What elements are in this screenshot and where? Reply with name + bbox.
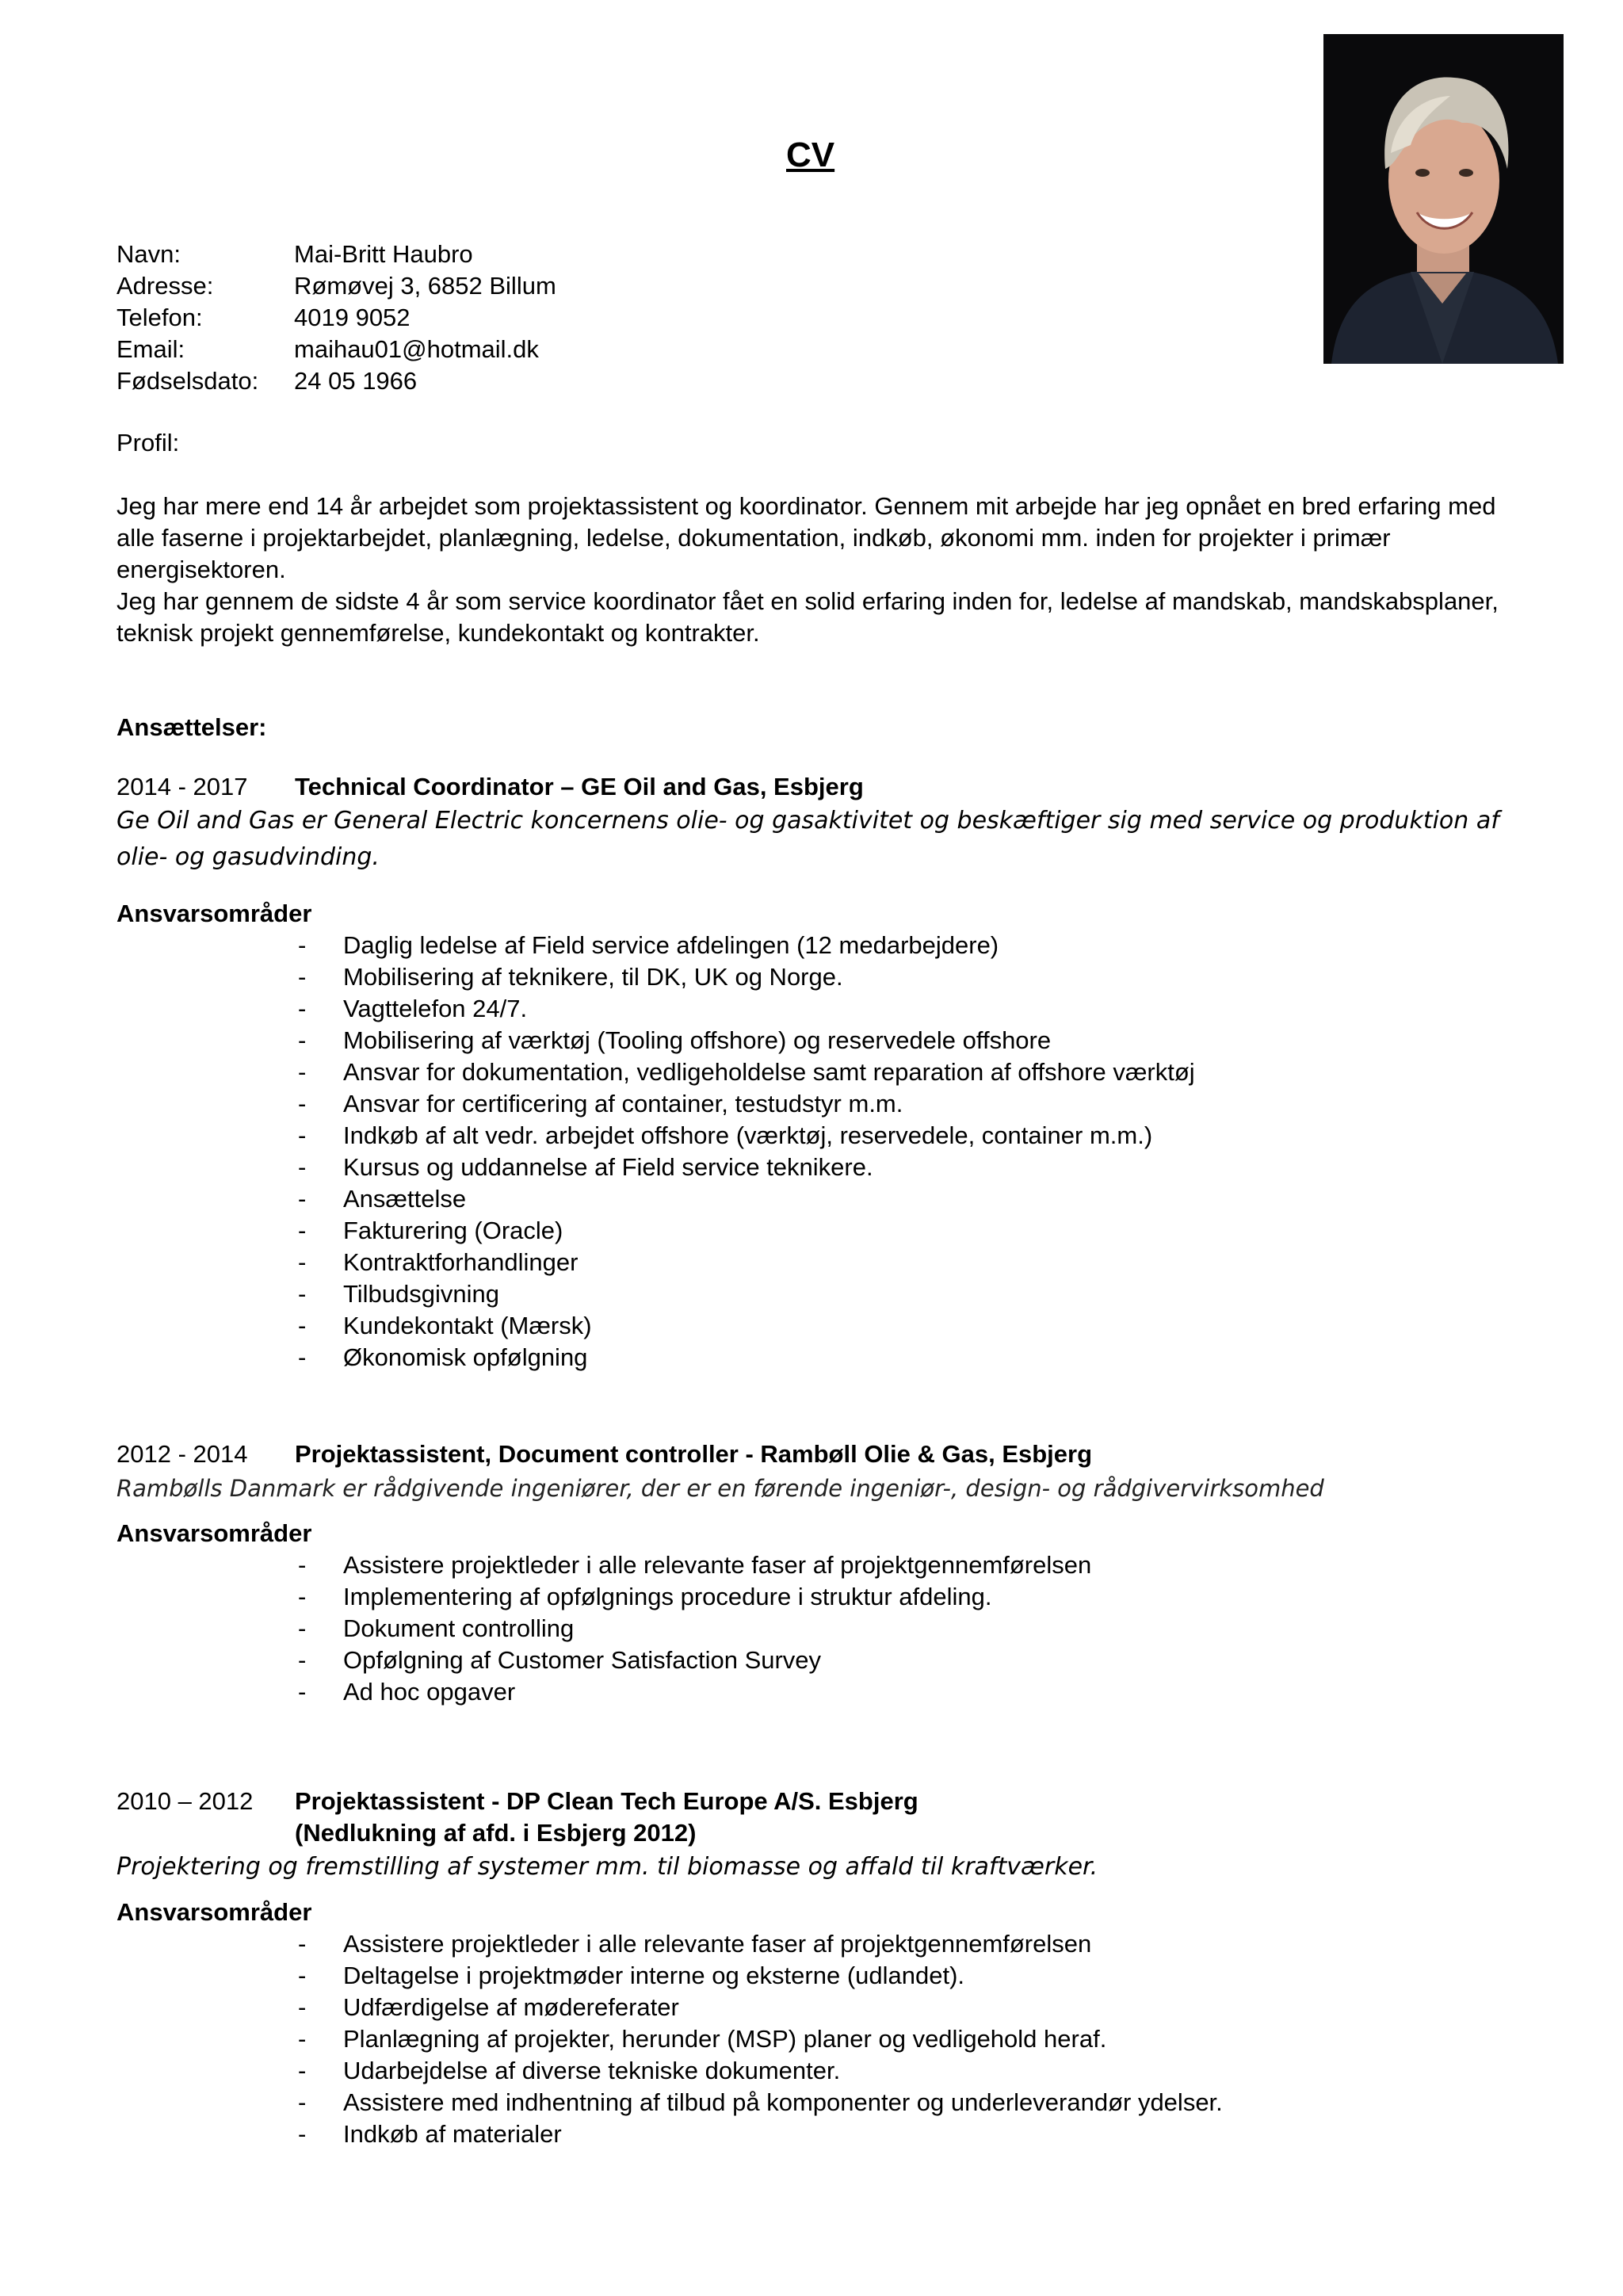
bullet-dash-glyph: -: [298, 1153, 307, 1181]
profile-text: [116, 491, 1511, 649]
responsibilities-label: Ansvarsområder: [116, 900, 312, 927]
bullet-dash: [116, 1025, 343, 1056]
bullet-dash: [116, 1278, 343, 1310]
portrait-photo-icon: [1323, 34, 1564, 364]
bullet-dash-glyph: -: [298, 1583, 307, 1610]
responsibility-text: Ansættelse: [343, 1185, 467, 1213]
responsibility-text: Mobilisering af teknikere, til DK, UK og Norge.: [343, 963, 843, 991]
responsibility-item: [116, 1183, 1527, 1215]
bullet-dash-glyph: -: [298, 1280, 307, 1308]
responsibility-item: [116, 2087, 1527, 2118]
responsibility-item: [116, 1992, 1527, 2023]
bullet-dash: [116, 1056, 343, 1088]
responsibility-text: Dokument controlling: [343, 1614, 575, 1642]
responsibility-text: Mobilisering af værktøj (Tooling offshore) og reservedele offshore: [343, 1026, 1052, 1054]
responsibility-text: Kundekontakt (Mærsk): [343, 1312, 592, 1339]
responsibilities-label: Ansvarsområder: [116, 1898, 312, 1926]
responsibility-item: [116, 1278, 1527, 1310]
bullet-dash: [116, 930, 343, 961]
bullet-dash: [116, 1310, 343, 1342]
responsibility-text: Ad hoc opgaver: [343, 1678, 516, 1706]
responsibility-item: [116, 1613, 1527, 1645]
bullet-dash-glyph: -: [298, 1614, 307, 1642]
bullet-dash: [116, 1088, 343, 1120]
bullet-dash-glyph: -: [298, 1678, 307, 1706]
job-title: Technical Coordinator – GE Oil and Gas, Esbjerg: [295, 773, 864, 800]
bullet-dash: [116, 1120, 343, 1152]
bullet-dash-glyph: -: [298, 2120, 307, 2148]
bullet-dash-glyph: -: [298, 963, 307, 991]
name-label: Navn:: [116, 240, 181, 268]
responsibility-text: Indkøb af alt vedr. arbejdet offshore (værktøj, reservedele, container m.m.): [343, 1121, 1153, 1149]
personal-row-phone: [116, 302, 556, 334]
bullet-dash: [116, 1215, 343, 1247]
responsibility-item: [116, 1960, 1527, 1992]
responsibility-item: [116, 993, 1527, 1025]
bullet-dash: [116, 2118, 343, 2150]
responsibility-text: Tilbudsgivning: [343, 1280, 500, 1308]
bullet-dash: [116, 2023, 343, 2055]
profile-paragraph: Jeg har gennem de sidste 4 år som service koordinator fået en solid erfaring inden for, ledelse af mandskab, mandskabsplaner, teknisk projekt gennemførelse, kundekontakt og kontrakter.: [116, 587, 1499, 647]
responsibility-text: Ansvar for dokumentation, vedligeholdelse samt reparation af offshore værktøj: [343, 1058, 1195, 1086]
document-title: CV: [786, 136, 835, 174]
job-description: Rambølls Danmark er rådgivende ingeniører, der er en førende ingeniør-, design- og rådgivervirksomhed: [116, 1475, 1324, 1502]
bullet-dash: [116, 2087, 343, 2118]
job-description: Projektering og fremstilling af systemer mm. til biomasse og affald til kraftværker.: [116, 1853, 1098, 1881]
job-header: [116, 1438, 1527, 1470]
bullet-dash-glyph: -: [298, 1343, 307, 1371]
bullet-dash-glyph: -: [298, 995, 307, 1022]
bullet-dash-glyph: -: [298, 1962, 307, 1989]
job-entry: [116, 1438, 1527, 1708]
bullet-dash: [116, 1928, 343, 1960]
personal-info: [116, 239, 556, 397]
bullet-dash: [116, 1992, 343, 2023]
bullet-dash-glyph: -: [298, 1248, 307, 1276]
responsibilities-list: [116, 1549, 1527, 1708]
responsibility-text: Fakturering (Oracle): [343, 1217, 563, 1244]
responsibility-item: [116, 1676, 1527, 1708]
personal-row-email: [116, 334, 556, 365]
responsibility-item: [116, 2118, 1527, 2150]
responsibility-text: Planlægning af projekter, herunder (MSP) planer og vedligehold heraf.: [343, 2025, 1107, 2053]
responsibility-item: [116, 1645, 1527, 1676]
responsibility-item: [116, 1120, 1527, 1152]
bullet-dash-glyph: -: [298, 931, 307, 959]
bullet-dash-glyph: -: [298, 1217, 307, 1244]
responsibility-item: [116, 961, 1527, 993]
responsibilities-list: [116, 1928, 1527, 2150]
job-years: 2010 – 2012: [116, 1787, 254, 1815]
job-years: 2014 - 2017: [116, 773, 248, 800]
responsibility-item: [116, 1581, 1527, 1613]
responsibility-text: Indkøb af materialer: [343, 2120, 562, 2148]
email-label: Email:: [116, 335, 185, 363]
responsibility-item: [116, 1549, 1527, 1581]
responsibility-text: Vagttelefon 24/7.: [343, 995, 528, 1022]
responsibility-item: [116, 1152, 1527, 1183]
responsibility-text: Assistere med indhentning af tilbud på komponenter og underleverandør ydelser.: [343, 2088, 1223, 2116]
responsibility-text: Assistere projektleder i alle relevante faser af projektgennemførelsen: [343, 1551, 1092, 1579]
responsibility-item: [116, 930, 1527, 961]
bullet-dash-glyph: -: [298, 1551, 307, 1579]
responsibility-item: [116, 1215, 1527, 1247]
responsibility-text: Kursus og uddannelse af Field service teknikere.: [343, 1153, 873, 1181]
responsibility-text: Opfølgning af Customer Satisfaction Survey: [343, 1646, 822, 1674]
job-description: Ge Oil and Gas er General Electric koncernens olie- og gasaktivitet og beskæftiger sig med service og produktion af olie- og gasudvinding.: [116, 807, 1499, 871]
responsibility-item: [116, 1928, 1527, 1960]
responsibility-text: Assistere projektleder i alle relevante faser af projektgennemførelsen: [343, 1930, 1092, 1958]
address-value: Rømøvej 3, 6852 Billum: [294, 272, 556, 300]
job-entry: [116, 771, 1527, 1373]
job-title: Projektassistent - DP Clean Tech Europe A/S. Esbjerg: [295, 1787, 918, 1815]
bullet-dash: [116, 1676, 343, 1708]
bullet-dash-glyph: -: [298, 1312, 307, 1339]
job-years: 2012 - 2014: [116, 1440, 248, 1468]
bullet-dash: [116, 1645, 343, 1676]
bullet-dash-glyph: -: [298, 2025, 307, 2053]
name-value: Mai-Britt Haubro: [294, 240, 473, 268]
responsibility-item: [116, 1088, 1527, 1120]
responsibility-item: [116, 1342, 1527, 1373]
birthdate-label: Fødselsdato:: [116, 367, 259, 395]
bullet-dash-glyph: -: [298, 2057, 307, 2084]
bullet-dash: [116, 1247, 343, 1278]
bullet-dash: [116, 1152, 343, 1183]
responsibility-text: Implementering af opfølgnings procedure i struktur afdeling.: [343, 1583, 992, 1610]
responsibility-item: [116, 2055, 1527, 2087]
bullet-dash-glyph: -: [298, 2088, 307, 2116]
responsibilities-label: Ansvarsområder: [116, 1519, 312, 1547]
responsibility-item: [116, 1025, 1527, 1056]
bullet-dash: [116, 1581, 343, 1613]
phone-label: Telefon:: [116, 304, 203, 331]
profile-paragraph: Jeg har mere end 14 år arbejdet som projektassistent og koordinator. Gennem mit arbejde har jeg opnået en bred erfaring med alle faserne i projektarbejdet, planlægning, ledelse, dokumentation, indkøb, økonomi mm. inden for projekter i primær energisektoren.: [116, 492, 1496, 583]
bullet-dash: [116, 2055, 343, 2087]
job-title-note: (Nedlukning af afd. i Esbjerg 2012): [295, 1819, 697, 1847]
bullet-dash-glyph: -: [298, 1646, 307, 1674]
responsibility-text: Kontraktforhandlinger: [343, 1248, 579, 1276]
job-entry: [116, 1786, 1527, 2150]
bullet-dash-glyph: -: [298, 1026, 307, 1054]
portrait-photo: [1323, 34, 1564, 364]
bullet-dash-glyph: -: [298, 1185, 307, 1213]
email-value: maihau01@hotmail.dk: [294, 335, 539, 363]
bullet-dash: [116, 1342, 343, 1373]
personal-row-address: [116, 270, 556, 302]
bullet-dash: [116, 1549, 343, 1581]
responsibility-item: [116, 1056, 1527, 1088]
responsibility-text: Udfærdigelse af mødereferater: [343, 1993, 679, 2021]
bullet-dash-glyph: -: [298, 1058, 307, 1086]
responsibility-text: Økonomisk opfølgning: [343, 1343, 588, 1371]
job-header: [116, 1786, 1527, 1817]
job-title: Projektassistent, Document controller - Rambøll Olie & Gas, Esbjerg: [295, 1440, 1093, 1468]
bullet-dash: [116, 961, 343, 993]
responsibility-item: [116, 2023, 1527, 2055]
bullet-dash: [116, 993, 343, 1025]
responsibility-text: Ansvar for certificering af container, testudstyr m.m.: [343, 1090, 903, 1117]
responsibility-text: Udarbejdelse af diverse tekniske dokumenter.: [343, 2057, 841, 2084]
address-label: Adresse:: [116, 272, 214, 300]
profile-label: Profil:: [116, 429, 180, 457]
bullet-dash: [116, 1613, 343, 1645]
responsibility-item: [116, 1247, 1527, 1278]
responsibility-text: Daglig ledelse af Field service afdelingen (12 medarbejdere): [343, 931, 999, 959]
job-header: [116, 771, 1527, 803]
birthdate-value: 24 05 1966: [294, 367, 418, 395]
bullet-dash: [116, 1960, 343, 1992]
employment-heading: Ansættelser:: [116, 713, 267, 741]
bullet-dash-glyph: -: [298, 1993, 307, 2021]
personal-row-birthdate: [116, 365, 556, 397]
personal-row-name: [116, 239, 556, 270]
responsibilities-list: [116, 930, 1527, 1373]
phone-value: 4019 9052: [294, 304, 411, 331]
responsibility-item: [116, 1310, 1527, 1342]
bullet-dash-glyph: -: [298, 1121, 307, 1149]
bullet-dash-glyph: -: [298, 1930, 307, 1958]
bullet-dash-glyph: -: [298, 1090, 307, 1117]
bullet-dash: [116, 1183, 343, 1215]
responsibility-text: Deltagelse i projektmøder interne og eksterne (udlandet).: [343, 1962, 965, 1989]
